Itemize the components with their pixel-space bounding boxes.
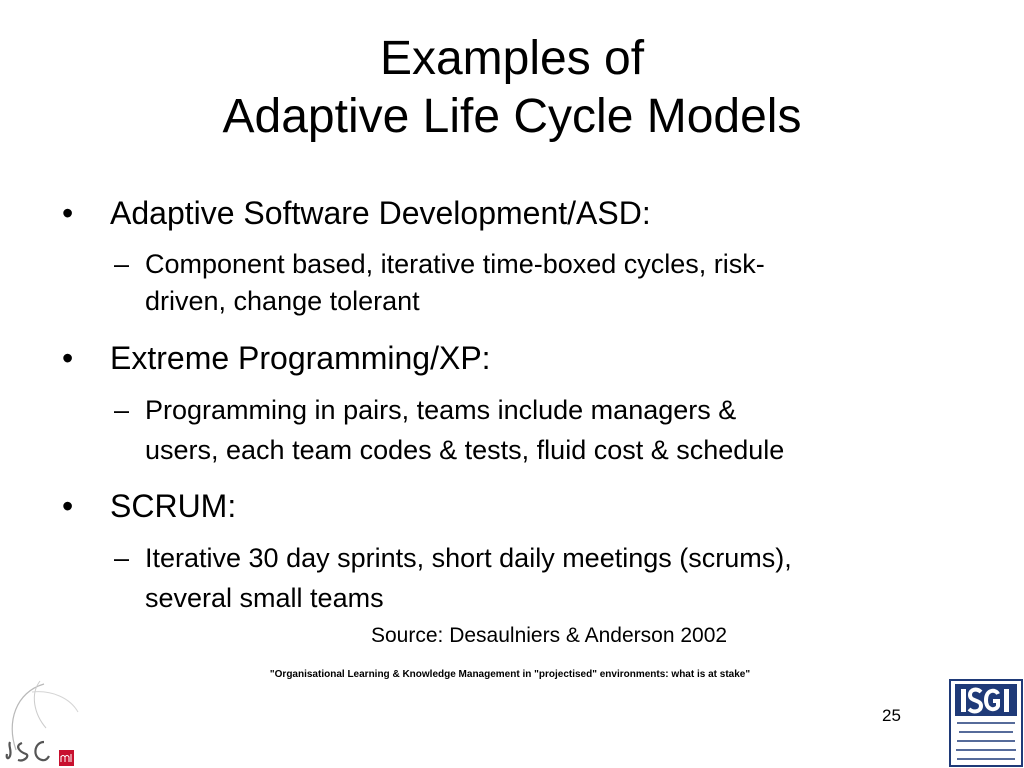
sub-item-xp-line-1: Programming in pairs, teams include managers &	[145, 395, 737, 425]
bullet-icon: •	[62, 488, 74, 524]
sub-item-scrum-line-1: Iterative 30 day sprints, short daily meetings (scrums),	[145, 543, 792, 573]
slide-title	[0, 30, 1024, 146]
bullet-icon: •	[62, 195, 74, 231]
bullet-heading-asd: Adaptive Software Development/ASD:	[110, 195, 651, 231]
sub-item-scrum-line-2: several small teams	[145, 583, 384, 613]
isgi-logo-icon	[947, 678, 1024, 768]
bullet-heading-xp: Extreme Programming/XP:	[110, 340, 491, 376]
sub-item-asd-line-1: Component based, iterative time-boxed cycles, risk-	[145, 249, 765, 279]
source-note: Source: Desaulniers & Anderson 2002	[371, 624, 728, 647]
bullet-heading-scrum: SCRUM:	[110, 488, 237, 524]
slide-title-line-1: Examples of	[379, 32, 645, 85]
dash-icon: –	[114, 543, 130, 573]
esc-logo-icon	[0, 676, 90, 768]
slide-title-line-2: Adaptive Life Cycle Models	[222, 90, 802, 143]
page-number: 25	[882, 706, 901, 725]
dash-icon: –	[114, 249, 130, 279]
bullet-icon: •	[62, 340, 74, 376]
dash-icon: –	[114, 395, 130, 425]
sub-item-asd-line-2: driven, change tolerant	[145, 286, 420, 316]
sub-item-xp-line-2: users, each team codes & tests, fluid cost & schedule	[145, 435, 785, 465]
footer-citation: "Organisational Learning & Knowledge Management in "projectised" environments: what is at stake"	[269, 669, 751, 680]
